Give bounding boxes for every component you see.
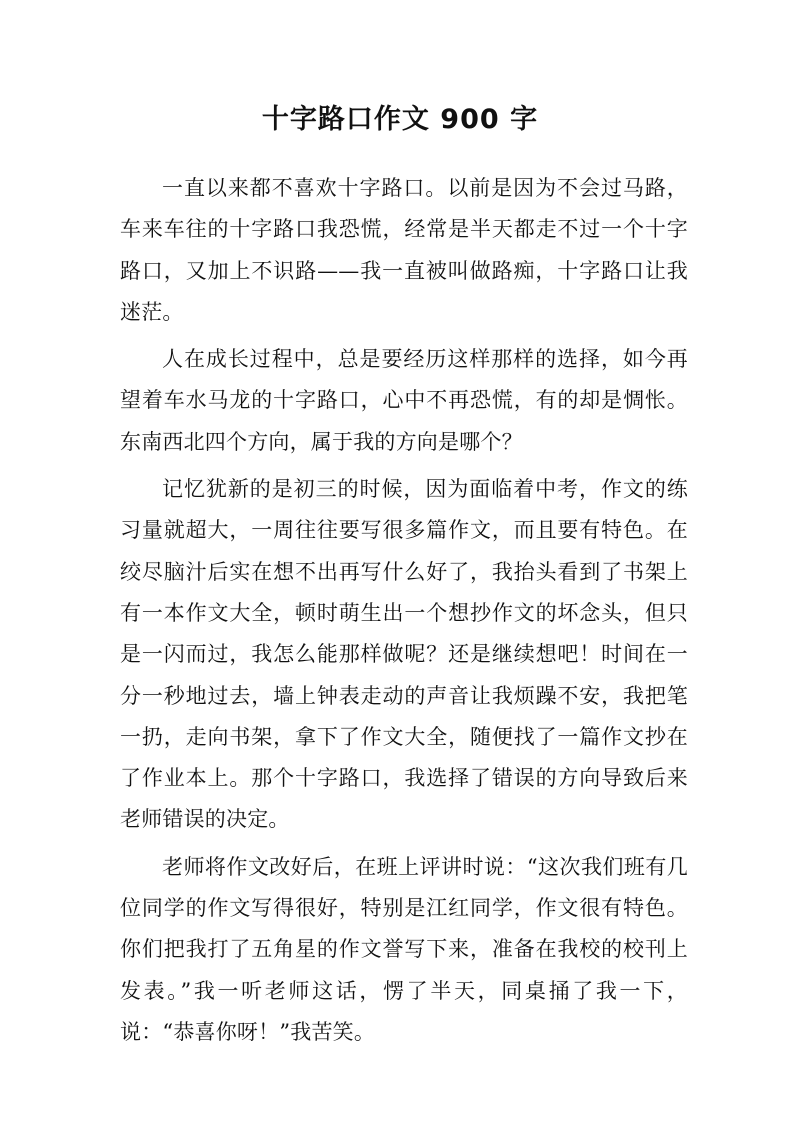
paragraph-1: 一直以来都不喜欢十字路口。以前是因为不会过马路，车来车往的十字路口我恐慌，经常是半天都走不过一个十字路口，又加上不识路——我一直被叫做路痴，十字路口让我迷茫。 (120, 176, 688, 324)
paragraph-3: 记忆犹新的是初三的时候，因为面临着中考，作文的练习量就超大，一周往往要写很多篇作文，而且要有特色。在绞尽脑汁后实在想不出再写什么好了，我抬头看到了书架上有一本作文大全，顿时萌生出一个想抄作文的坏念头，但只是一闪而过，我怎么能那样做呢？还是继续想吧！时间在一分一秒地过去，墙上钟表走动的声音让我烦躁不安，我把笔一扔，走向书架，拿下了作文大全，随便找了一篇作文抄在了作业本上。那个十字路口，我选择了错误的方向导致后来老师错误的决定。 (120, 477, 688, 832)
paragraph-2: 人在成长过程中，总是要经历这样那样的选择，如今再望着车水马龙的十字路口，心中不再恐慌，有的却是惆怅。东南西北四个方向，属于我的方向是哪个？ (120, 347, 688, 454)
document-body (120, 168, 688, 1053)
document-title: 十字路口作文 900 字 (261, 104, 539, 135)
paragraph-4: 老师将作文改好后，在班上评讲时说：“这次我们班有几位同学的作文写得很好，特别是江红同学，作文很有特色。你们把我打了五角星的作文誉写下来，准备在我校的校刊上发表。”我一听老师这话，愣了半天，同桌捅了我一下，说：“恭喜你呀！”我苦笑。 (120, 854, 688, 1044)
